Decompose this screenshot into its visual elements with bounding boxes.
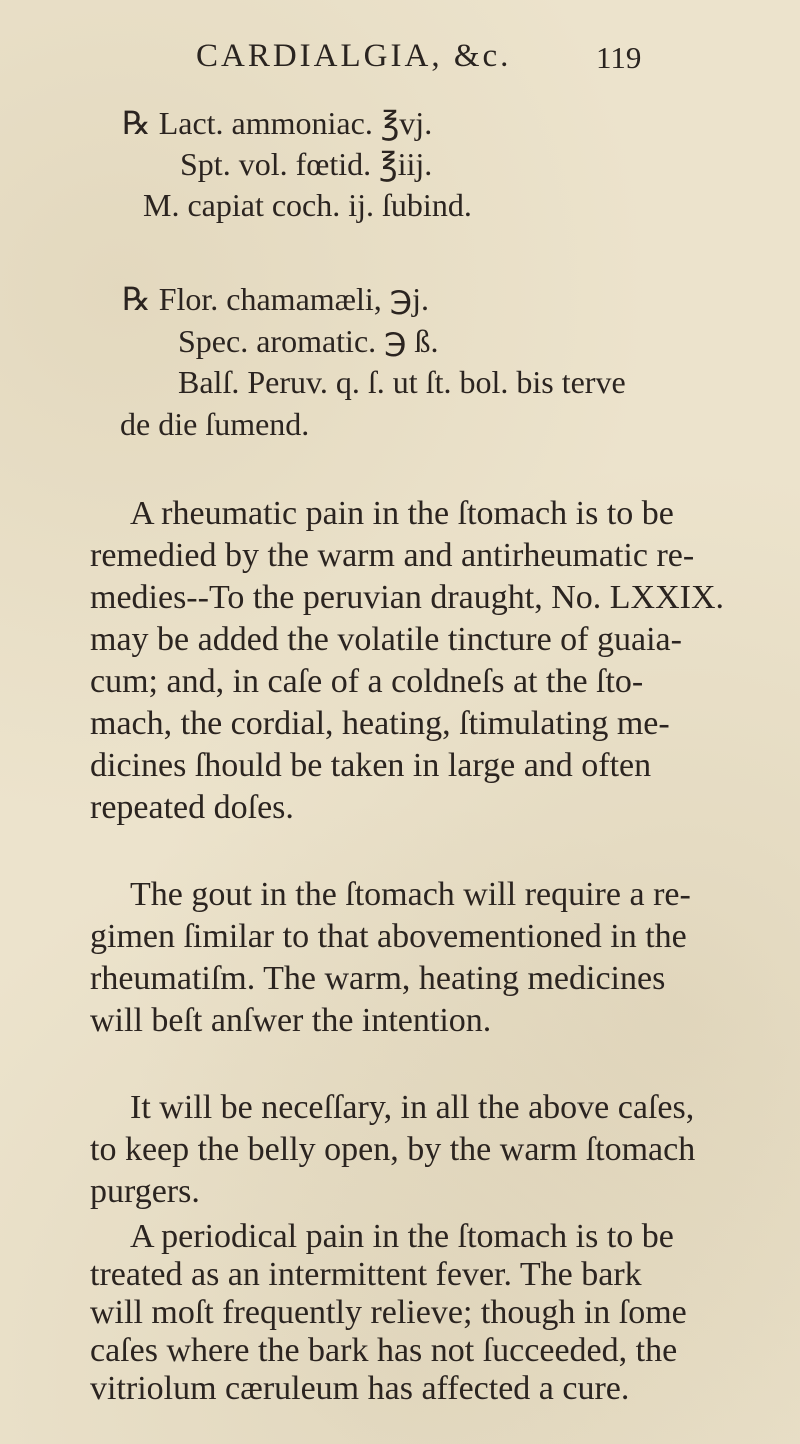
text-line: will moſt frequently relieve; though in ſome [90, 1294, 687, 1331]
text-line: may be added the volatile tincture of guaia- [90, 621, 682, 658]
running-title: CARDIALGIA, &c. [196, 38, 512, 74]
text-line: purgers. [90, 1173, 200, 1210]
text-line: A rheumatic pain in the ſtomach is to be [130, 495, 674, 532]
text-line: treated as an intermittent fever. The bark [90, 1256, 642, 1293]
recipe-line: ℞ Lact. ammoniac. ℥vj. [122, 105, 433, 141]
recipe-line: Spec. aromatic. ℈ ß. [178, 323, 439, 359]
text-line: The gout in the ſtomach will require a re- [130, 876, 691, 913]
text-line: remedied by the warm and antirheumatic re- [90, 537, 695, 574]
text-line: vitriolum cæruleum has affected a cure. [90, 1370, 630, 1407]
recipe-line: ℞ Flor. chamamæli, ℈j. [122, 281, 430, 317]
recipe-line: de die ſumend. [120, 406, 310, 442]
text-line: mach, the cordial, heating, ſtimulating me- [90, 705, 670, 742]
text-line: will beſt anſwer the intention. [90, 1002, 492, 1039]
text-line: A periodical pain in the ſtomach is to be [130, 1218, 674, 1255]
page-header [0, 38, 800, 88]
text-line: dicines ſhould be taken in large and often [90, 747, 652, 784]
text-line: It will be neceſſary, in all the above caſes, [130, 1089, 695, 1126]
recipe-line: Spt. vol. fœtid. ℥iij. [180, 146, 433, 182]
text-line: medies--To the peruvian draught, No. LXXIX. [90, 579, 724, 616]
page-number: 119 [596, 40, 642, 75]
text-line: to keep the belly open, by the warm ſtomach [90, 1131, 696, 1168]
text-line: gimen ſimilar to that abovementioned in the [90, 918, 687, 955]
text-line: rheumatiſm. The warm, heating medicines [90, 960, 666, 997]
text-line: caſes where the bark has not ſucceeded, the [90, 1332, 678, 1369]
recipe-line: Balſ. Peruv. q. ſ. ut ſt. bol. bis terve [178, 364, 626, 400]
text-line: cum; and, in caſe of a coldneſs at the ſto- [90, 663, 644, 700]
recipe-line: M. capiat coch. ij. ſubind. [143, 187, 472, 223]
text-line: repeated doſes. [90, 789, 294, 826]
